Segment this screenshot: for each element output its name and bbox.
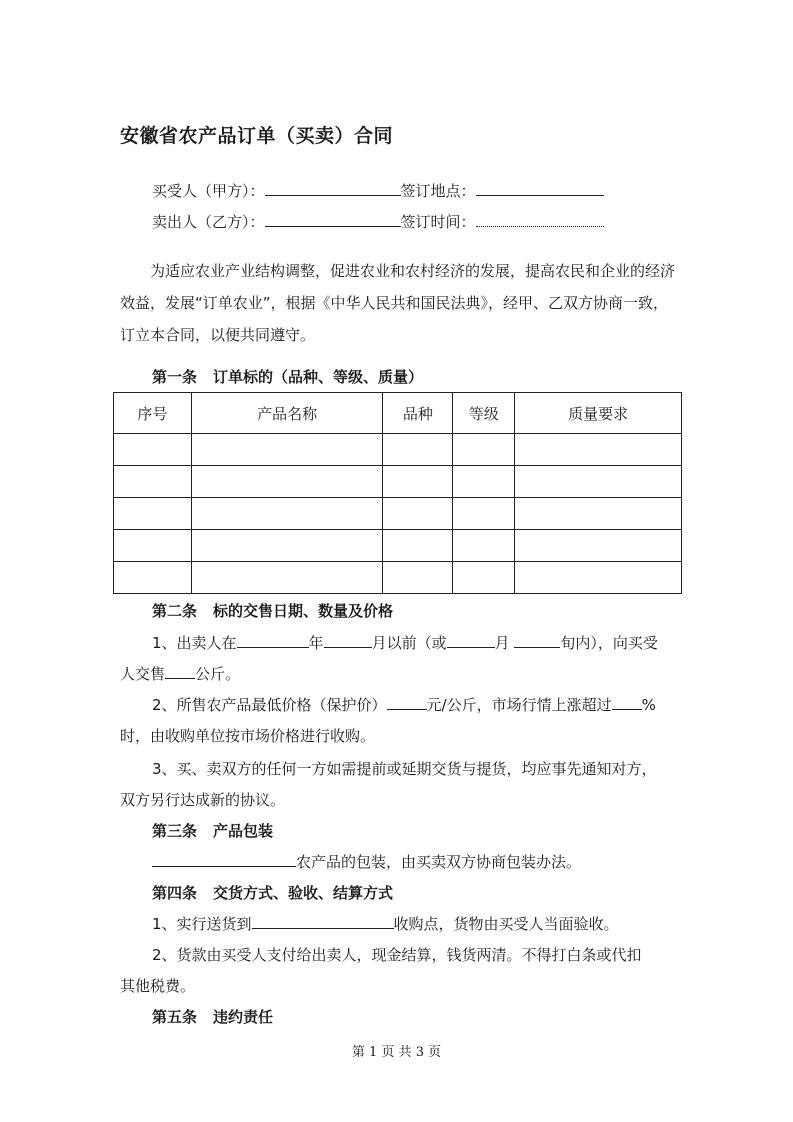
intro-paragraph: 为适应农业产业结构调整，促进农业和农村经济的发展，提高农民和企业的经济效益，发展“订单农业”，根据《中华人民共和国民法典》，经甲、乙双方协商一致，订立本合同，以便共同遵守。 — [120, 262, 676, 344]
table-cell[interactable] — [515, 466, 682, 498]
period-blank[interactable] — [514, 633, 560, 648]
table-row — [114, 562, 682, 594]
article5-title: 违约责任 — [213, 1008, 274, 1026]
article4-title: 交货方式、验收、结算方式 — [213, 884, 394, 902]
table-cell[interactable] — [515, 498, 682, 530]
table-cell[interactable] — [191, 530, 383, 562]
buyer-row — [152, 180, 604, 201]
seller-row — [152, 211, 604, 232]
header-variety: 品种 — [383, 393, 453, 434]
clause-text: 月 — [494, 634, 510, 652]
table-row — [114, 498, 682, 530]
page-title: 安徽省农产品订单（买卖）合同 — [120, 125, 394, 147]
article2-no: 第二条 — [152, 602, 198, 620]
place-blank[interactable] — [476, 181, 604, 196]
clause-text: 1、实行送货到 — [152, 915, 252, 933]
table-cell[interactable] — [191, 434, 383, 466]
header-index: 序号 — [114, 393, 192, 434]
table-cell[interactable] — [383, 562, 453, 594]
article2-clause2-line1 — [152, 694, 656, 715]
article1-heading — [152, 366, 423, 387]
header-quality: 质量要求 — [515, 393, 682, 434]
article2-heading — [152, 600, 393, 621]
clause-text: 月以前（或 — [371, 634, 447, 652]
clause-text: 农产品的包装，由买卖双方协商包装办法。 — [296, 853, 582, 871]
table-cell[interactable] — [114, 530, 192, 562]
header-grade: 等级 — [453, 393, 515, 434]
article4-clause2-line2: 其他税费。 — [120, 977, 196, 995]
table-cell[interactable] — [383, 466, 453, 498]
clause-text: 旬内），向买受 — [560, 634, 658, 652]
table-cell[interactable] — [453, 562, 515, 594]
table-cell[interactable] — [114, 498, 192, 530]
table-cell[interactable] — [453, 498, 515, 530]
percent-blank[interactable] — [612, 695, 642, 710]
article2-clause2-line2: 时，由收购单位按市场价格进行收购。 — [120, 727, 376, 745]
month-blank[interactable] — [324, 633, 372, 648]
article4-clause2-line1: 2、货款由买受人支付给出卖人，现金结算，钱货两清。不得打白条或代扣 — [152, 946, 642, 964]
delivery-point-blank[interactable] — [252, 914, 394, 929]
table-header-row — [114, 393, 682, 434]
table-cell[interactable] — [114, 562, 192, 594]
article1-no: 第一条 — [152, 368, 198, 386]
article2-clause3-line1: 3、买、卖双方的任何一方如需提前或延期交货与提货，均应事先通知对方， — [152, 760, 657, 778]
year-blank[interactable] — [237, 633, 309, 648]
clause-text: 公斤。 — [195, 665, 241, 683]
table-cell[interactable] — [383, 498, 453, 530]
table-cell[interactable] — [383, 434, 453, 466]
seller-label: 卖出人（乙方）： — [152, 213, 265, 231]
article1-title: 订单标的（品种、等级、质量） — [213, 368, 424, 386]
month-alt-blank[interactable] — [447, 633, 495, 648]
table-cell[interactable] — [114, 434, 192, 466]
seller-blank[interactable] — [265, 212, 401, 227]
table-cell[interactable] — [453, 530, 515, 562]
clause-text: 人交售 — [120, 665, 166, 683]
table-row — [114, 434, 682, 466]
table-row — [114, 530, 682, 562]
clause-text: 2、所售农产品最低价格（保护价） — [152, 696, 387, 714]
table-cell[interactable] — [453, 434, 515, 466]
article3-title: 产品包装 — [213, 822, 274, 840]
article2-title: 标的交售日期、数量及价格 — [213, 602, 394, 620]
table-cell[interactable] — [191, 562, 383, 594]
article5-heading — [152, 1006, 273, 1027]
article3-no: 第三条 — [152, 822, 198, 840]
packaging-blank[interactable] — [152, 852, 296, 867]
clause-text: 1、出卖人在 — [152, 634, 237, 652]
table-cell[interactable] — [453, 466, 515, 498]
table-cell[interactable] — [515, 530, 682, 562]
buyer-label: 买受人（甲方）： — [152, 182, 265, 200]
article4-clause1 — [152, 913, 619, 934]
clause-text: % — [641, 696, 656, 714]
product-table — [113, 392, 682, 594]
article3-heading — [152, 820, 273, 841]
place-label: 签订地点： — [400, 182, 476, 200]
table-cell[interactable] — [191, 466, 383, 498]
header-product-name: 产品名称 — [191, 393, 383, 434]
clause-text: 年 — [308, 634, 324, 652]
article3-text-line — [152, 851, 581, 872]
clause-text: 元/公斤，市场行情上涨超过 — [426, 696, 612, 714]
article4-heading — [152, 882, 393, 903]
clause-text: 收购点，货物由买受人当面验收。 — [393, 915, 619, 933]
buyer-blank[interactable] — [265, 181, 401, 196]
article4-no: 第四条 — [152, 884, 198, 902]
table-cell[interactable] — [515, 562, 682, 594]
article2-clause1-line2 — [120, 663, 240, 684]
price-blank[interactable] — [387, 695, 427, 710]
article2-clause1-line1 — [152, 632, 658, 653]
time-label: 签订时间： — [400, 213, 476, 231]
article5-no: 第五条 — [152, 1008, 198, 1026]
time-blank[interactable] — [476, 212, 604, 227]
table-cell[interactable] — [191, 498, 383, 530]
page-footer: 第 1 页 共 3 页 — [351, 1045, 442, 1060]
article2-clause3-line2: 双方另行达成新的协议。 — [120, 791, 286, 809]
table-row — [114, 466, 682, 498]
table-cell[interactable] — [114, 466, 192, 498]
quantity-blank[interactable] — [165, 664, 195, 679]
table-cell[interactable] — [515, 434, 682, 466]
table-cell[interactable] — [383, 530, 453, 562]
